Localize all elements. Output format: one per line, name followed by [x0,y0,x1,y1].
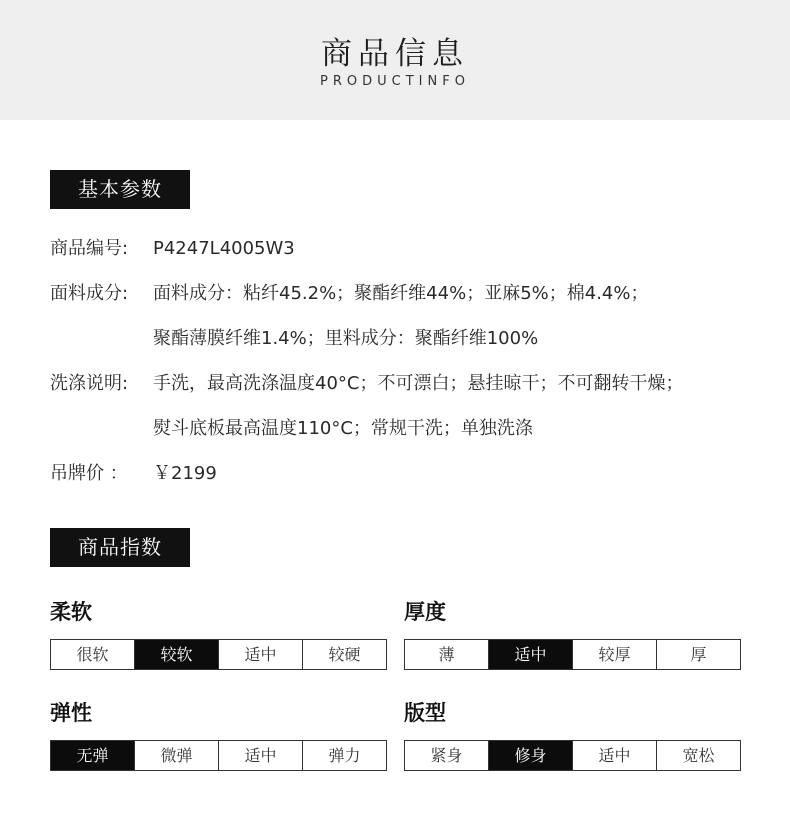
softness-scale [50,639,387,670]
fit-option: 适中 [573,741,657,770]
fit-scale [404,740,741,771]
softness-option: 适中 [219,640,303,669]
fit-option: 紧身 [405,741,489,770]
price-value: ￥2199 [153,463,217,484]
composition-line-2: 聚酯薄膜纤维1.4%；里料成分：聚酯纤维100% [153,328,539,349]
washing-line-2: 熨斗底板最高温度110°C；常规干洗；单独洗涤 [153,418,533,439]
thickness-option: 较厚 [573,640,657,669]
info-header [0,0,790,120]
product-number-label: 商品编号: [50,238,129,259]
thickness-scale [404,639,741,670]
softness-option: 较软 [135,640,219,669]
washing-label: 洗涤说明: [50,373,129,394]
section-tag-product-index: 商品指数 [50,528,190,567]
fit-title: 版型 [404,701,446,725]
elasticity-option: 弹力 [328,746,361,765]
composition-line-1: 面料成分：粘纤45.2%；聚酯纤维44%；亚麻5%；棉4.4%； [153,283,649,304]
thickness-option: 薄 [405,640,489,669]
thickness-option: 适中 [489,640,573,669]
softness-option: 很软 [51,640,135,669]
thickness-title: 厚度 [404,600,446,624]
elasticity-option: 无弹 [51,741,135,770]
elasticity-option: 微弹 [135,741,219,770]
price-label: 吊牌价 ： [50,463,128,484]
thickness-option: 厚 [690,645,707,664]
page-subtitle: PRODUCTINFO [320,74,470,89]
page-title: 商品信息 [321,36,469,72]
product-number-value: P4247L4005W3 [153,238,295,259]
fit-option: 宽松 [682,746,715,765]
elasticity-scale [50,740,387,771]
washing-line-1: 手洗，最高洗涤温度40°C；不可漂白；悬挂晾干；不可翻转干燥； [153,373,684,394]
softness-option: 较硬 [328,645,361,664]
elasticity-option: 适中 [219,741,303,770]
fit-option: 修身 [489,741,573,770]
composition-label: 面料成分: [50,283,129,304]
elasticity-title: 弹性 [50,701,92,725]
section-tag-basic-params: 基本参数 [50,170,190,209]
softness-title: 柔软 [50,600,92,624]
